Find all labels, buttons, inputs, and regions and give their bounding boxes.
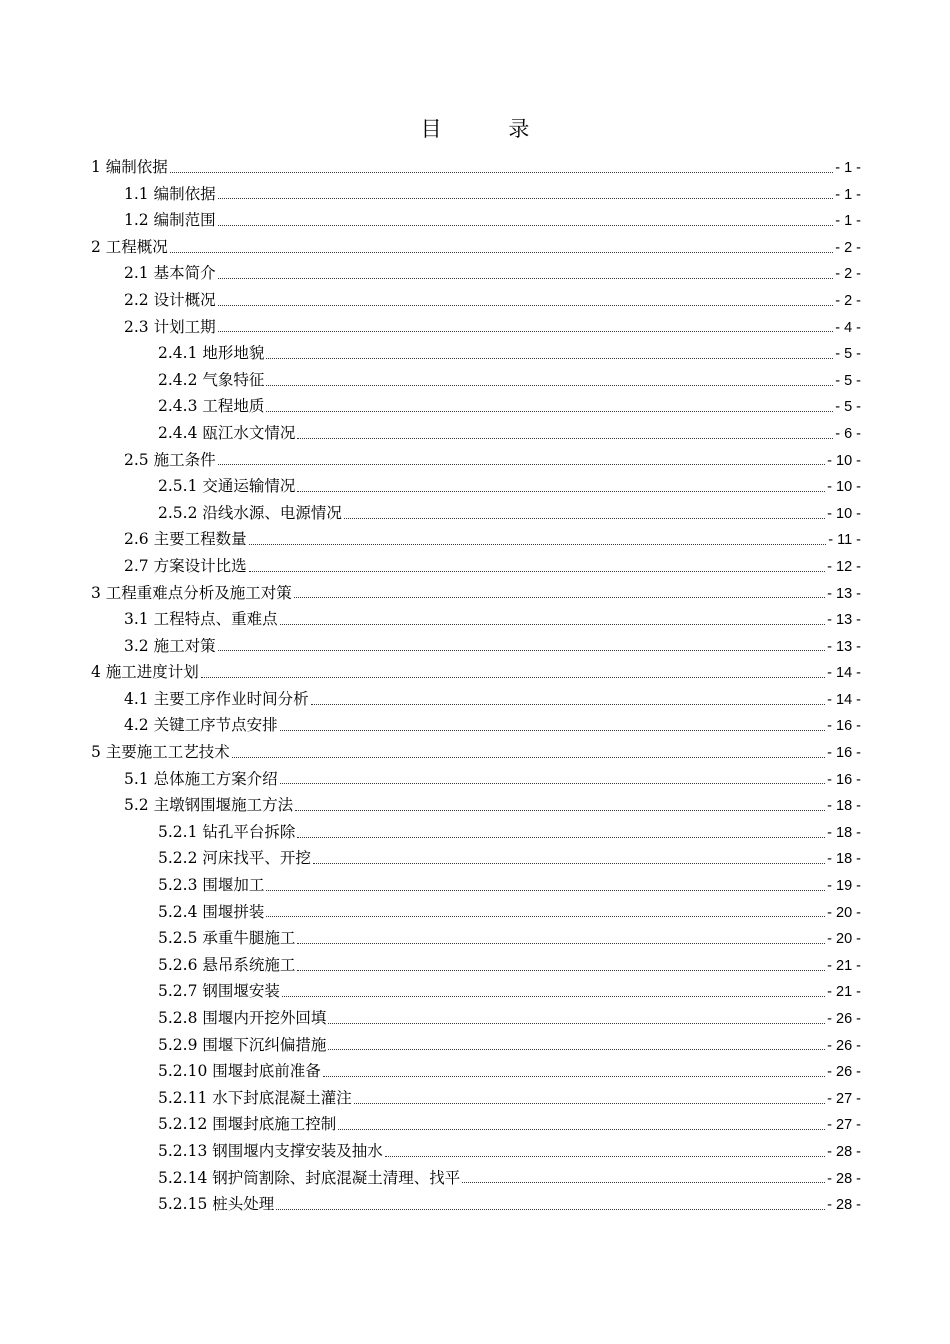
dot-leader bbox=[328, 1043, 825, 1050]
toc-page-number: - 16 - bbox=[827, 771, 861, 788]
dot-leader bbox=[354, 1097, 825, 1104]
toc-page-number: - 11 - bbox=[828, 532, 861, 549]
dot-leader bbox=[266, 379, 833, 386]
toc-entry-title: 4.2 关键工序节点安排 bbox=[124, 716, 278, 735]
toc-entry-title: 5.2.15 桩头处理 bbox=[158, 1195, 275, 1214]
dot-leader bbox=[249, 565, 826, 572]
toc-entry[interactable] bbox=[91, 739, 861, 766]
toc-entry[interactable] bbox=[91, 819, 861, 846]
dot-leader bbox=[249, 538, 827, 545]
toc-entry-title: 2.4.4 瓯江水文情况 bbox=[158, 423, 296, 442]
table-of-contents bbox=[91, 154, 861, 1218]
dot-leader bbox=[266, 405, 833, 412]
toc-entry[interactable] bbox=[91, 872, 861, 899]
toc-entry[interactable] bbox=[91, 580, 861, 607]
toc-page-number: - 10 - bbox=[827, 505, 861, 522]
toc-entry-title: 5.2.7 钢围堰安装 bbox=[158, 982, 280, 1001]
toc-entry[interactable] bbox=[91, 340, 861, 367]
toc-page-number: - 28 - bbox=[827, 1143, 861, 1160]
toc-entry-title: 2.4.3 工程地质 bbox=[158, 397, 265, 416]
toc-entry[interactable] bbox=[91, 473, 861, 500]
toc-entry[interactable] bbox=[91, 181, 861, 208]
toc-page-number: - 28 - bbox=[827, 1170, 861, 1187]
dot-leader bbox=[218, 219, 834, 226]
dot-leader bbox=[294, 591, 825, 598]
toc-entry-title: 2 工程概况 bbox=[91, 237, 168, 256]
dot-leader bbox=[280, 777, 826, 784]
dot-leader bbox=[218, 192, 834, 199]
toc-page-number: - 10 - bbox=[827, 452, 861, 469]
toc-entry[interactable] bbox=[91, 314, 861, 341]
toc-entry-title: 1 编制依据 bbox=[91, 158, 168, 176]
dot-leader bbox=[313, 857, 825, 864]
dot-leader bbox=[295, 804, 825, 811]
toc-entry[interactable] bbox=[91, 1191, 861, 1218]
dot-leader bbox=[266, 884, 825, 891]
toc-page-number: - 5 - bbox=[835, 346, 861, 363]
toc-entry-title: 1.1 编制依据 bbox=[124, 184, 216, 203]
toc-page-number: - 21 - bbox=[827, 957, 861, 974]
toc-entry-title: 2.6 主要工程数量 bbox=[124, 530, 247, 549]
toc-page-number: - 19 - bbox=[827, 878, 861, 895]
toc-page-number: - 26 - bbox=[827, 1011, 861, 1027]
toc-page-number: - 10 - bbox=[827, 479, 861, 496]
toc-entry-title: 2.4.2 气象特征 bbox=[158, 370, 265, 389]
toc-page-number: - 27 - bbox=[827, 1117, 861, 1134]
toc-entry-title: 2.5.2 沿线水源、电源情况 bbox=[158, 503, 342, 522]
toc-entry-title: 2.4.1 地形地貌 bbox=[158, 344, 265, 363]
toc-entry[interactable] bbox=[91, 792, 861, 819]
toc-entry-title: 4 施工进度计划 bbox=[91, 663, 199, 682]
toc-entry[interactable] bbox=[91, 260, 861, 287]
toc-entry-title: 5.2.1 钻孔平台拆除 bbox=[158, 822, 296, 841]
toc-entry-title: 1.2 编制范围 bbox=[124, 211, 216, 230]
toc-page-number: - 5 - bbox=[835, 372, 861, 389]
toc-entry[interactable] bbox=[91, 526, 861, 553]
toc-page-number: - 1 - bbox=[835, 213, 861, 230]
toc-entry[interactable] bbox=[91, 845, 861, 872]
toc-entry-title: 5.2.6 悬吊系统施工 bbox=[158, 955, 296, 974]
toc-entry[interactable] bbox=[91, 925, 861, 952]
toc-page-number: - 1 - bbox=[835, 186, 861, 203]
toc-entry[interactable] bbox=[91, 712, 861, 739]
toc-entry[interactable] bbox=[91, 154, 861, 181]
toc-entry-title: 3.1 工程特点、重难点 bbox=[124, 610, 278, 629]
toc-entry[interactable] bbox=[91, 766, 861, 793]
toc-entry-title: 4.1 主要工序作业时间分析 bbox=[124, 689, 309, 708]
toc-entry-title: 5.2.11 水下封底混凝土灌注 bbox=[158, 1088, 352, 1107]
toc-entry-title: 5.2.2 河床找平、开挖 bbox=[158, 849, 311, 868]
dot-leader bbox=[282, 990, 825, 997]
toc-entry[interactable] bbox=[91, 1165, 861, 1192]
toc-page-number: - 18 - bbox=[827, 851, 861, 868]
toc-entry[interactable] bbox=[91, 952, 861, 979]
toc-entry-title: 3.2 施工对策 bbox=[124, 636, 216, 655]
toc-entry[interactable] bbox=[91, 1005, 861, 1032]
toc-entry-title: 5.2.5 承重牛腿施工 bbox=[158, 929, 296, 948]
toc-entry-title: 3 工程重难点分析及施工对策 bbox=[91, 583, 292, 602]
toc-entry-title: 5.2.12 围堰封底施工控制 bbox=[158, 1115, 337, 1134]
toc-entry-title: 2.5 施工条件 bbox=[124, 450, 216, 469]
dot-leader bbox=[323, 1070, 825, 1077]
toc-entry[interactable] bbox=[91, 1032, 861, 1059]
dot-leader bbox=[385, 1150, 825, 1157]
toc-page-number: - 13 - bbox=[827, 638, 861, 655]
dot-leader bbox=[462, 1176, 825, 1183]
toc-entry-title: 5.2 主墩钢围堰施工方法 bbox=[124, 796, 294, 815]
toc-entry[interactable] bbox=[91, 1085, 861, 1112]
toc-entry-title: 2.2 设计概况 bbox=[124, 290, 216, 309]
dot-leader bbox=[276, 1203, 825, 1210]
dot-leader bbox=[266, 910, 825, 917]
toc-page-number: - 6 - bbox=[835, 425, 861, 442]
dot-leader bbox=[328, 1017, 825, 1024]
toc-entry[interactable] bbox=[91, 633, 861, 660]
toc-entry-title: 5 主要施工工艺技术 bbox=[91, 743, 230, 762]
toc-page-number: - 21 - bbox=[827, 984, 861, 1001]
toc-page-number: - 26 - bbox=[827, 1064, 861, 1081]
toc-entry-title: 2.7 方案设计比选 bbox=[124, 556, 247, 575]
toc-page-number: - 20 - bbox=[827, 931, 861, 948]
toc-entry[interactable] bbox=[91, 686, 861, 713]
toc-page-number: - 13 - bbox=[827, 585, 861, 602]
toc-entry[interactable] bbox=[91, 1058, 861, 1085]
toc-entry-title: 5.2.4 围堰拼装 bbox=[158, 902, 265, 921]
dot-leader bbox=[218, 325, 834, 332]
toc-page-number: - 5 - bbox=[835, 399, 861, 416]
toc-page-number: - 18 - bbox=[827, 798, 861, 815]
toc-page-number: - 16 - bbox=[827, 745, 861, 762]
toc-page-number: - 2 - bbox=[835, 292, 861, 309]
toc-entry-title: 5.2.14 钢护筒割除、封底混凝土清理、找平 bbox=[158, 1168, 461, 1187]
toc-page-number: - 18 - bbox=[827, 824, 861, 841]
dot-leader bbox=[280, 618, 826, 625]
dot-leader bbox=[218, 272, 834, 279]
dot-leader bbox=[201, 671, 825, 678]
toc-page-number: - 2 - bbox=[835, 266, 861, 283]
toc-entry[interactable] bbox=[91, 393, 861, 420]
toc-title: 目 录 bbox=[420, 117, 560, 141]
toc-page-number: - 1 - bbox=[835, 160, 861, 176]
dot-leader bbox=[338, 1123, 825, 1130]
dot-leader bbox=[344, 512, 825, 519]
toc-page-number: - 13 - bbox=[827, 612, 861, 629]
toc-entry[interactable] bbox=[91, 287, 861, 314]
dot-leader bbox=[297, 964, 825, 971]
dot-leader bbox=[170, 246, 833, 253]
toc-entry-title: 5.2.9 围堰下沉纠偏措施 bbox=[158, 1035, 327, 1054]
toc-entry[interactable] bbox=[91, 899, 861, 926]
dot-leader bbox=[218, 458, 826, 465]
toc-entry-title: 5.2.8 围堰内开挖外回填 bbox=[158, 1009, 327, 1027]
toc-entry[interactable] bbox=[91, 420, 861, 447]
toc-entry[interactable] bbox=[91, 234, 861, 261]
toc-page-number: - 2 - bbox=[835, 239, 861, 256]
toc-entry-title: 2.5.1 交通运输情况 bbox=[158, 477, 296, 496]
dot-leader bbox=[170, 166, 833, 173]
toc-entry-title: 5.2.10 围堰封底前准备 bbox=[158, 1062, 321, 1081]
toc-entry-title: 5.2.13 钢围堰内支撑安装及抽水 bbox=[158, 1141, 383, 1160]
toc-entry-title: 2.3 计划工期 bbox=[124, 317, 216, 336]
toc-entry[interactable] bbox=[91, 606, 861, 633]
toc-page-number: - 12 - bbox=[827, 558, 861, 575]
dot-leader bbox=[297, 432, 833, 439]
toc-page-number: - 16 - bbox=[827, 718, 861, 735]
toc-entry-title: 5.1 总体施工方案介绍 bbox=[124, 769, 278, 788]
dot-leader bbox=[218, 644, 826, 651]
dot-leader bbox=[297, 937, 825, 944]
toc-entry[interactable] bbox=[91, 1111, 861, 1138]
dot-leader bbox=[232, 751, 825, 758]
dot-leader bbox=[218, 299, 834, 306]
dot-leader bbox=[280, 724, 826, 731]
toc-page-number: - 27 - bbox=[827, 1090, 861, 1107]
dot-leader bbox=[297, 831, 825, 838]
dot-leader bbox=[266, 352, 833, 359]
toc-page-number: - 14 - bbox=[827, 665, 861, 682]
toc-entry[interactable] bbox=[91, 553, 861, 580]
toc-entry[interactable] bbox=[91, 207, 861, 234]
dot-leader bbox=[311, 698, 826, 705]
toc-entry[interactable] bbox=[91, 447, 861, 474]
toc-entry[interactable] bbox=[91, 367, 861, 394]
toc-page-number: - 28 - bbox=[827, 1197, 861, 1214]
toc-page-number: - 20 - bbox=[827, 904, 861, 921]
toc-entry[interactable] bbox=[91, 659, 861, 686]
toc-entry[interactable] bbox=[91, 978, 861, 1005]
toc-page-number: - 14 - bbox=[827, 691, 861, 708]
toc-entry-title: 2.1 基本简介 bbox=[124, 264, 216, 283]
toc-entry[interactable] bbox=[91, 1138, 861, 1165]
toc-page-number: - 26 - bbox=[827, 1037, 861, 1054]
toc-entry[interactable] bbox=[91, 500, 861, 527]
toc-entry-title: 5.2.3 围堰加工 bbox=[158, 876, 265, 895]
dot-leader bbox=[297, 485, 825, 492]
toc-page-number: - 4 - bbox=[835, 319, 861, 336]
